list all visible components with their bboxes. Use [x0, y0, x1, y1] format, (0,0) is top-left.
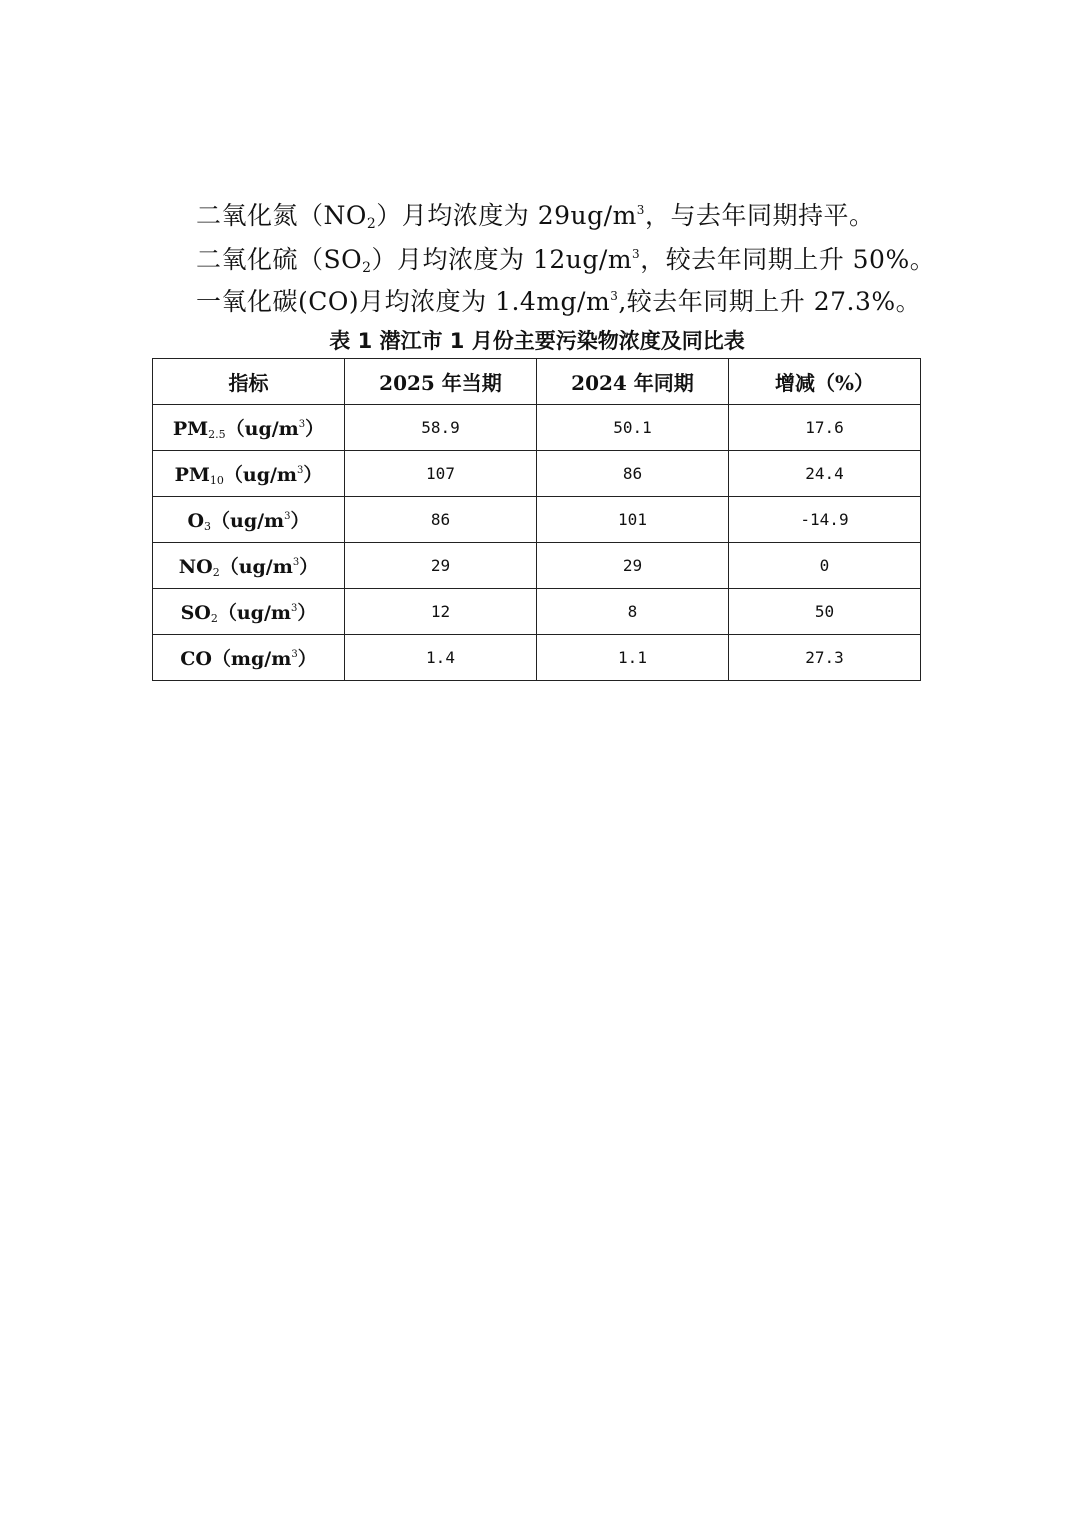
row-indicator — [153, 497, 345, 543]
pollutant-table — [152, 358, 921, 681]
value-change: 0 — [729, 543, 921, 589]
indicator-superscript: 3 — [284, 511, 291, 522]
indicator-close: ） — [303, 464, 323, 486]
indicator-close: ） — [297, 602, 317, 624]
indicator-name: PM — [172, 418, 209, 440]
header-change: 增减（%） — [729, 359, 921, 405]
value-2024: 8 — [537, 589, 729, 635]
indicator-name: O — [187, 510, 204, 532]
paragraph-text: ,较去年同期上升 27.3%。 — [618, 287, 922, 316]
indicator-subscript: 2 — [210, 612, 218, 625]
paragraph-text: 二氧化硫（SO — [196, 245, 363, 274]
paragraph-text: 一氧化碳(CO)月均浓度为 1.4mg/m — [196, 287, 611, 316]
superscript: 3 — [636, 203, 645, 217]
indicator-unit: （mg/m — [211, 648, 292, 670]
superscript: 3 — [632, 247, 641, 261]
indicator-unit: （ug/m — [225, 418, 299, 440]
indicator-unit: （ug/m — [223, 464, 298, 486]
row-indicator — [153, 635, 345, 681]
row-indicator — [153, 543, 345, 589]
value-2024: 101 — [537, 497, 729, 543]
superscript: 3 — [610, 289, 619, 303]
value-2025: 86 — [345, 497, 537, 543]
row-indicator — [153, 589, 345, 635]
indicator-close: ） — [305, 418, 325, 440]
indicator-superscript: 3 — [292, 557, 300, 568]
value-2025: 107 — [345, 451, 537, 497]
header-2025: 2025 年当期 — [345, 359, 537, 405]
paragraph-so2 — [196, 240, 935, 276]
value-2024: 86 — [537, 451, 729, 497]
value-change: -14.9 — [729, 497, 921, 543]
indicator-superscript: 3 — [298, 419, 306, 430]
table-row — [153, 405, 921, 451]
paragraph-no2 — [196, 196, 874, 232]
indicator-name: SO — [180, 602, 211, 624]
table-row — [153, 589, 921, 635]
value-2024: 1.1 — [537, 635, 729, 681]
paragraph-text: ，较去年同期上升 50%。 — [640, 245, 936, 274]
value-2024: 50.1 — [537, 405, 729, 451]
value-change: 27.3 — [729, 635, 921, 681]
indicator-name: PM — [174, 464, 210, 486]
indicator-unit: （ug/m — [217, 602, 292, 624]
paragraph-text: ）月均浓度为 12ug/m — [371, 245, 633, 274]
row-indicator — [153, 451, 345, 497]
subscript: 2 — [362, 260, 372, 276]
indicator-close: ） — [299, 556, 319, 578]
value-2025: 29 — [345, 543, 537, 589]
table-row — [153, 635, 921, 681]
table-caption: 表 1 潜江市 1 月份主要污染物浓度及同比表 — [329, 329, 745, 353]
subscript: 2 — [366, 216, 377, 232]
value-change: 17.6 — [729, 405, 921, 451]
indicator-close: ） — [297, 648, 317, 670]
indicator-superscript: 3 — [297, 465, 304, 476]
indicator-unit: （ug/m — [211, 510, 285, 532]
value-change: 50 — [729, 589, 921, 635]
indicator-superscript: 3 — [291, 649, 298, 660]
indicator-superscript: 3 — [291, 603, 298, 614]
paragraph-text: 二氧化氮（NO — [196, 201, 367, 230]
row-indicator — [153, 405, 345, 451]
paragraph-text: ）月均浓度为 29ug/m — [376, 201, 637, 230]
indicator-subscript: 2 — [212, 566, 220, 579]
indicator-subscript: 10 — [209, 474, 224, 487]
value-change: 24.4 — [729, 451, 921, 497]
indicator-name: CO — [180, 648, 212, 670]
indicator-close: ） — [290, 510, 310, 532]
table-row — [153, 497, 921, 543]
indicator-name: NO — [178, 556, 213, 578]
indicator-unit: （ug/m — [219, 556, 293, 578]
value-2025: 12 — [345, 589, 537, 635]
indicator-subscript: 2.5 — [208, 428, 226, 441]
value-2025: 1.4 — [345, 635, 537, 681]
table-row — [153, 451, 921, 497]
value-2024: 29 — [537, 543, 729, 589]
paragraph-text: ，与去年同期持平。 — [644, 201, 875, 230]
table-header-row — [153, 359, 921, 405]
header-indicator: 指标 — [153, 359, 345, 405]
paragraph-co — [196, 282, 921, 318]
value-2025: 58.9 — [345, 405, 537, 451]
indicator-subscript: 3 — [204, 520, 211, 533]
table-row — [153, 543, 921, 589]
header-2024: 2024 年同期 — [537, 359, 729, 405]
